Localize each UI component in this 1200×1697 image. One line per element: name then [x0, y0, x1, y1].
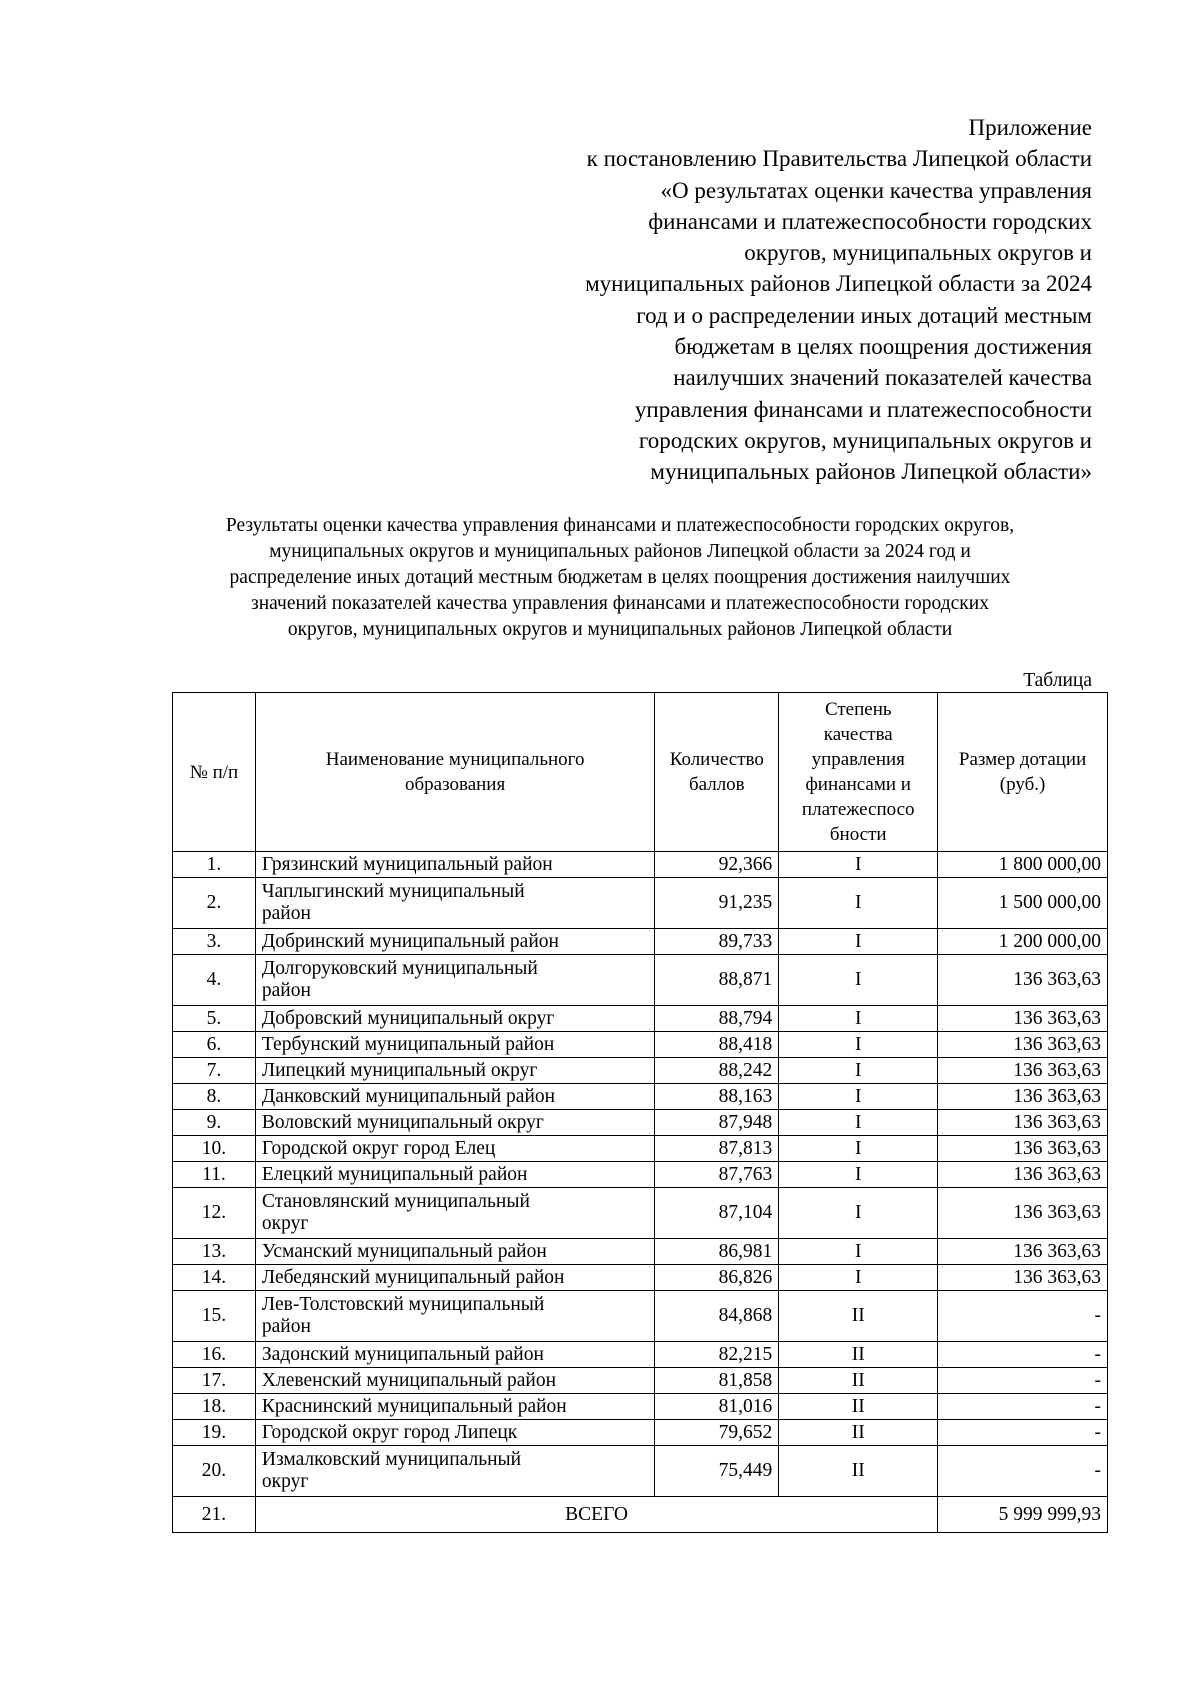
municipality-name-line: Хлевенский муниципальный район: [261, 1369, 557, 1391]
municipality-name: [255, 1291, 654, 1342]
municipality-name-line: Грязинский муниципальный район: [261, 853, 553, 875]
score-value: 81,016: [655, 1394, 779, 1420]
municipality-name-line: Липецкий муниципальный округ: [261, 1059, 538, 1081]
municipality-name-line: Становлянский муниципальный: [261, 1191, 530, 1212]
municipality-name-line: округ: [261, 1471, 309, 1492]
municipality-name: [255, 1058, 654, 1084]
score-value: 92,366: [655, 852, 779, 878]
quality-grade: II: [779, 1291, 938, 1342]
table-row: [173, 1446, 1108, 1497]
header-grade: [779, 693, 938, 852]
row-number: 17.: [173, 1368, 256, 1394]
municipality-name: [255, 929, 654, 955]
row-number: 12.: [173, 1188, 256, 1239]
table-row: [173, 1084, 1108, 1110]
municipality-name-line: Лебедянский муниципальный район: [261, 1266, 565, 1288]
municipality-name: [255, 1394, 654, 1420]
score-value: 81,858: [655, 1368, 779, 1394]
table-row: [173, 1368, 1108, 1394]
quality-grade: II: [779, 1368, 938, 1394]
row-number: 2.: [173, 878, 256, 929]
table-row: [173, 1110, 1108, 1136]
row-number: 10.: [173, 1136, 256, 1162]
table-row: [173, 929, 1108, 955]
appendix-line: округов, муниципальных округов и: [744, 240, 1092, 266]
municipality-name-line: Усманский муниципальный район: [261, 1240, 547, 1262]
table-header-row: [173, 693, 1108, 852]
quality-grade: II: [779, 1342, 938, 1368]
municipality-name-line: Тербунский муниципальный район: [261, 1033, 555, 1055]
subsidy-amount: 136 363,63: [938, 1265, 1108, 1291]
header-line: качества: [823, 724, 893, 745]
header-line: управления: [811, 749, 905, 770]
title-line: Результаты оценки качества управления финансами и платежеспособности городских округов,: [225, 515, 1015, 536]
municipality-name-line: Городской округ город Липецк: [261, 1421, 518, 1443]
score-value: 88,418: [655, 1032, 779, 1058]
header-num: № п/п: [173, 693, 256, 852]
score-value: 87,948: [655, 1110, 779, 1136]
appendix-line: управления финансами и платежеспособности: [634, 396, 1092, 422]
subsidy-amount: 136 363,63: [938, 1006, 1108, 1032]
header-line: Наименование муниципального: [325, 749, 585, 770]
row-number: 6.: [173, 1032, 256, 1058]
table-row: [173, 1006, 1108, 1032]
table-caption: Таблица: [1023, 670, 1092, 691]
row-number: 13.: [173, 1239, 256, 1265]
municipality-name: [255, 1265, 654, 1291]
score-value: 87,763: [655, 1162, 779, 1188]
appendix-line: бюджетам в целях поощрения достижения: [674, 334, 1092, 360]
row-number: 11.: [173, 1162, 256, 1188]
row-number: 14.: [173, 1265, 256, 1291]
subsidy-amount: -: [938, 1420, 1108, 1446]
total-row: [173, 1497, 1108, 1533]
row-number: 16.: [173, 1342, 256, 1368]
subsidy-amount: 136 363,63: [938, 955, 1108, 1006]
municipality-name-line: район: [261, 903, 311, 924]
municipality-name-line: Чаплыгинский муниципальный: [261, 881, 525, 902]
subsidy-amount: 136 363,63: [938, 1239, 1108, 1265]
subsidy-amount: -: [938, 1394, 1108, 1420]
title-line: округов, муниципальных округов и муниципальных районов Липецкой области: [287, 619, 953, 640]
title-line: распределение иных дотаций местным бюджетам в целях поощрения достижения наилучших: [229, 567, 1011, 588]
score-value: 88,794: [655, 1006, 779, 1032]
quality-grade: I: [779, 1110, 938, 1136]
appendix-line: Приложение: [968, 115, 1092, 140]
table-row: [173, 1291, 1108, 1342]
subsidy-amount: 1 500 000,00: [938, 878, 1108, 929]
municipality-name: [255, 1188, 654, 1239]
row-number: 20.: [173, 1446, 256, 1497]
quality-grade: II: [779, 1420, 938, 1446]
subsidy-amount: 136 363,63: [938, 1110, 1108, 1136]
quality-grade: II: [779, 1446, 938, 1497]
header-line: Степень: [824, 699, 892, 720]
municipality-name: [255, 1136, 654, 1162]
row-number: 15.: [173, 1291, 256, 1342]
row-number: 1.: [173, 852, 256, 878]
score-value: 88,871: [655, 955, 779, 1006]
appendix-line: к постановлению Правительства Липецкой области: [586, 146, 1092, 172]
table-row: [173, 878, 1108, 929]
municipality-name-line: Задонский муниципальный район: [261, 1343, 544, 1365]
score-value: 79,652: [655, 1420, 779, 1446]
municipality-name-line: округ: [261, 1213, 309, 1234]
quality-grade: I: [779, 1162, 938, 1188]
row-number: 4.: [173, 955, 256, 1006]
total-subsidy: 5 999 999,93: [938, 1497, 1108, 1533]
appendix-line: муниципальных районов Липецкой области за 2024: [585, 271, 1092, 297]
row-number: 8.: [173, 1084, 256, 1110]
table-row: [173, 1342, 1108, 1368]
municipality-name: [255, 1162, 654, 1188]
subsidy-amount: -: [938, 1342, 1108, 1368]
score-value: 87,813: [655, 1136, 779, 1162]
table-row: [173, 1420, 1108, 1446]
municipality-name-line: Данковский муниципальный район: [261, 1085, 556, 1107]
row-number: 19.: [173, 1420, 256, 1446]
score-value: 75,449: [655, 1446, 779, 1497]
table-row: [173, 1032, 1108, 1058]
municipality-name: [255, 1110, 654, 1136]
quality-grade: I: [779, 1136, 938, 1162]
quality-grade: I: [779, 1239, 938, 1265]
score-value: 86,826: [655, 1265, 779, 1291]
score-value: 86,981: [655, 1239, 779, 1265]
title-line: муниципальных округов и муниципальных районов Липецкой области за 2024 год и: [269, 541, 971, 562]
header-line: Размер дотации: [958, 749, 1087, 770]
municipality-name-line: Елецкий муниципальный район: [261, 1163, 528, 1185]
score-value: 82,215: [655, 1342, 779, 1368]
municipality-name: [255, 1239, 654, 1265]
quality-grade: I: [779, 1058, 938, 1084]
municipality-name: [255, 852, 654, 878]
municipality-name-line: Измалковский муниципальный: [261, 1449, 522, 1470]
municipality-name-line: Добринский муниципальный район: [261, 930, 559, 952]
quality-grade: I: [779, 1006, 938, 1032]
municipality-name-line: Городской округ город Елец: [261, 1137, 496, 1159]
score-value: 84,868: [655, 1291, 779, 1342]
subsidy-amount: -: [938, 1291, 1108, 1342]
subsidy-amount: 136 363,63: [938, 1162, 1108, 1188]
municipality-name: [255, 1084, 654, 1110]
appendix-line: год и о распределении иных дотаций местным: [636, 302, 1092, 328]
municipality-name-line: район: [261, 1316, 311, 1337]
table-row: [173, 1394, 1108, 1420]
municipality-name: [255, 878, 654, 929]
table-row: [173, 1239, 1108, 1265]
municipality-name: [255, 1342, 654, 1368]
subsidy-amount: 136 363,63: [938, 1058, 1108, 1084]
quality-grade: I: [779, 955, 938, 1006]
quality-grade: II: [779, 1394, 938, 1420]
appendix-line: финансами и платежеспособности городских: [648, 208, 1092, 234]
appendix-line: «О результатах оценки качества управления: [660, 177, 1092, 203]
subsidy-amount: 136 363,63: [938, 1032, 1108, 1058]
municipality-name-line: Краснинский муниципальный район: [261, 1395, 567, 1417]
header-line: (руб.): [999, 774, 1046, 795]
score-value: 88,242: [655, 1058, 779, 1084]
quality-grade: I: [779, 1188, 938, 1239]
subsidy-amount: 136 363,63: [938, 1084, 1108, 1110]
table-row: [173, 852, 1108, 878]
appendix-line: муниципальных районов Липецкой области»: [650, 459, 1092, 485]
subsidy-amount: 136 363,63: [938, 1188, 1108, 1239]
total-label: ВСЕГО: [255, 1497, 937, 1533]
table-row: [173, 1136, 1108, 1162]
municipality-name: [255, 1420, 654, 1446]
table-row: [173, 1188, 1108, 1239]
subsidy-amount: -: [938, 1368, 1108, 1394]
document-title: [150, 513, 1090, 643]
appendix-line: наилучших значений показателей качества: [673, 365, 1092, 391]
quality-grade: I: [779, 1265, 938, 1291]
header-line: платежеспосо: [801, 799, 915, 820]
quality-grade: I: [779, 878, 938, 929]
municipality-name-line: Лев-Толстовский муниципальный: [261, 1294, 545, 1315]
municipality-name: [255, 1006, 654, 1032]
quality-grade: I: [779, 1084, 938, 1110]
score-value: 87,104: [655, 1188, 779, 1239]
score-value: 89,733: [655, 929, 779, 955]
quality-grade: I: [779, 929, 938, 955]
municipality-name-line: район: [261, 980, 311, 1001]
header-line: финансами и: [805, 774, 911, 795]
score-value: 88,163: [655, 1084, 779, 1110]
table-row: [173, 955, 1108, 1006]
appendix-line: городских округов, муниципальных округов и: [638, 427, 1092, 453]
row-number: 21.: [173, 1497, 256, 1533]
row-number: 7.: [173, 1058, 256, 1084]
municipality-name-line: Добровский муниципальный округ: [261, 1007, 555, 1029]
subsidy-amount: 1 200 000,00: [938, 929, 1108, 955]
quality-grade: I: [779, 852, 938, 878]
header-line: образования: [404, 774, 506, 795]
score-value: 91,235: [655, 878, 779, 929]
header-line: баллов: [688, 774, 745, 795]
subsidy-amount: -: [938, 1446, 1108, 1497]
municipality-name-line: Долгоруковский муниципальный: [261, 958, 538, 979]
row-number: 18.: [173, 1394, 256, 1420]
header-name: [255, 693, 654, 852]
quality-grade: I: [779, 1032, 938, 1058]
table-row: [173, 1162, 1108, 1188]
title-line: значений показателей качества управления финансами и платежеспособности городских: [251, 593, 989, 614]
municipality-name: [255, 955, 654, 1006]
subsidy-amount: 136 363,63: [938, 1136, 1108, 1162]
municipality-name: [255, 1368, 654, 1394]
appendix-header: [472, 112, 1092, 488]
municipality-name: [255, 1446, 654, 1497]
table-row: [173, 1058, 1108, 1084]
row-number: 5.: [173, 1006, 256, 1032]
row-number: 9.: [173, 1110, 256, 1136]
header-line: бности: [829, 824, 887, 845]
subsidy-amount: 1 800 000,00: [938, 852, 1108, 878]
municipality-name-line: Воловский муниципальный округ: [261, 1111, 544, 1133]
table-row: [173, 1265, 1108, 1291]
header-subsidy: [938, 693, 1108, 852]
municipality-name: [255, 1032, 654, 1058]
row-number: 3.: [173, 929, 256, 955]
header-score: [655, 693, 779, 852]
results-table: [172, 692, 1108, 1533]
header-line: Количество: [669, 749, 764, 770]
